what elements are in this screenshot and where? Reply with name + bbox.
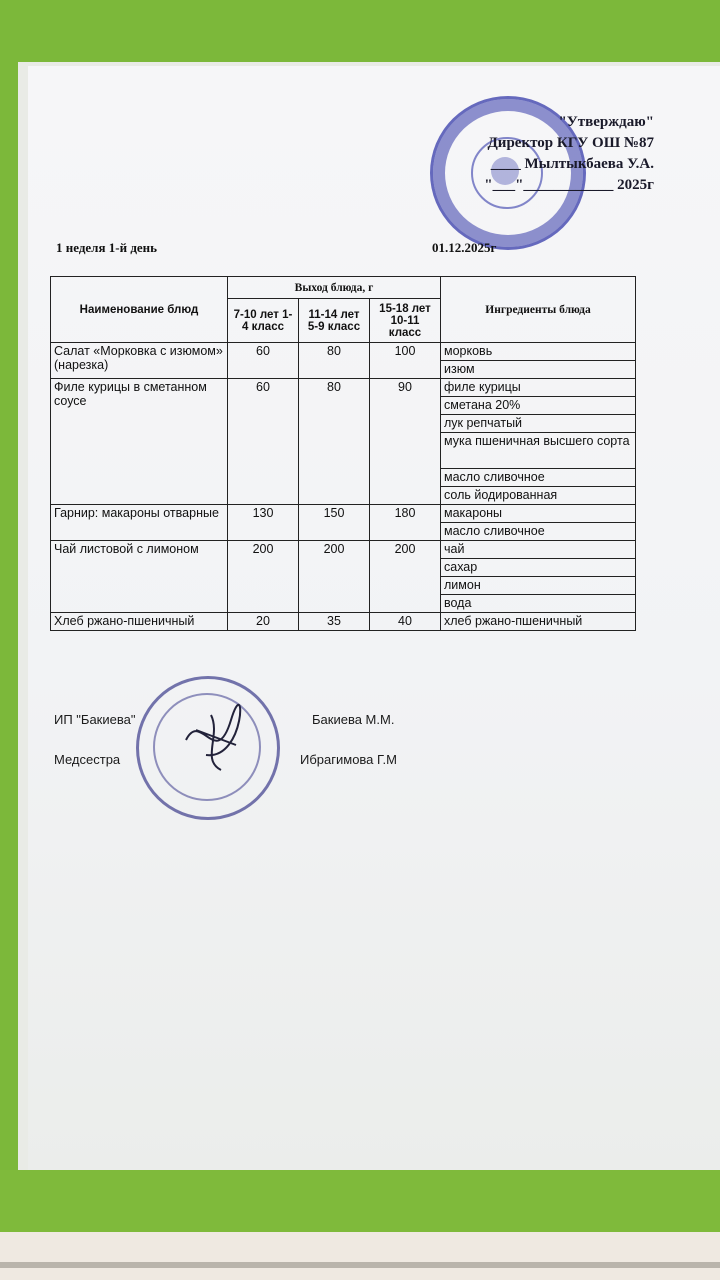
dish-name: Салат «Морковка с изюмом» (нарезка) — [51, 343, 228, 379]
dish-output-age1: 20 — [228, 613, 299, 631]
dish-output-age3: 200 — [370, 541, 441, 613]
ingredient: изюм — [441, 361, 636, 379]
ip-label: ИП "Бакиева" — [54, 712, 136, 727]
dish-output-age3: 100 — [370, 343, 441, 379]
dish-output-age1: 130 — [228, 505, 299, 541]
header-age-1: 7-10 лет 1-4 класс — [228, 299, 299, 343]
dish-output-age1: 60 — [228, 379, 299, 505]
approval-date: "___"____________ 2025г — [484, 177, 654, 193]
ingredient: лимон — [441, 577, 636, 595]
dish-output-age2: 35 — [299, 613, 370, 631]
frame-bottom — [0, 1170, 720, 1232]
frame-top — [0, 0, 720, 62]
header-dish-name: Наименование блюд — [51, 277, 228, 343]
nurse-name: Ибрагимова Г.М — [300, 752, 397, 767]
dish-output-age3: 180 — [370, 505, 441, 541]
dish-output-age1: 60 — [228, 343, 299, 379]
ingredient: вода — [441, 595, 636, 613]
ingredient: морковь — [441, 343, 636, 361]
menu-date: 01.12.2025г — [432, 240, 497, 255]
header-output: Выход блюда, г — [228, 277, 441, 299]
dish-output-age2: 150 — [299, 505, 370, 541]
ingredient: чай — [441, 541, 636, 559]
header-age-3: 15-18 лет 10-11 класс — [370, 299, 441, 343]
shelf-edge — [0, 1262, 720, 1268]
dish-name: Чай листовой с лимоном — [51, 541, 228, 613]
approval-block — [484, 112, 654, 196]
ingredient: сметана 20% — [441, 397, 636, 415]
menu-table — [50, 276, 636, 631]
ingredient: филе курицы — [441, 379, 636, 397]
dish-output-age2: 80 — [299, 379, 370, 505]
approval-position: Директор КГУ ОШ №87 — [487, 135, 654, 151]
table-row — [51, 541, 636, 559]
shelf-surface — [0, 1232, 720, 1280]
header-ingredients: Ингредиенты блюда — [441, 277, 636, 343]
dish-name: Хлеб ржано-пшеничный — [51, 613, 228, 631]
dish-name: Гарнир: макароны отварные — [51, 505, 228, 541]
header-age-2: 11-14 лет 5-9 класс — [299, 299, 370, 343]
table-row — [51, 343, 636, 361]
week-day-label: 1 неделя 1-й день — [56, 240, 158, 255]
ip-name: Бакиева М.М. — [312, 712, 395, 727]
ingredient: сахар — [441, 559, 636, 577]
ingredient: лук репчатый — [441, 415, 636, 433]
dish-output-age3: 90 — [370, 379, 441, 505]
approval-signatory: ____ Мылтыкбаева У.А. — [490, 156, 654, 172]
dish-output-age1: 200 — [228, 541, 299, 613]
ingredient: мука пшеничная высшего сорта — [441, 433, 636, 469]
ingredient: масло сливочное — [441, 469, 636, 487]
frame-left — [0, 0, 18, 1230]
dish-output-age2: 80 — [299, 343, 370, 379]
dish-output-age3: 40 — [370, 613, 441, 631]
ingredient: соль йодированная — [441, 487, 636, 505]
ingredient: хлеб ржано-пшеничный — [441, 613, 636, 631]
approval-title: "Утверждаю" — [558, 114, 654, 130]
signature-scribble — [176, 700, 256, 780]
table-row — [51, 379, 636, 397]
table-row — [51, 613, 636, 631]
table-row — [51, 505, 636, 523]
ingredient: макароны — [441, 505, 636, 523]
ingredient: масло сливочное — [441, 523, 636, 541]
dish-name: Филе курицы в сметанном соусе — [51, 379, 228, 505]
dish-output-age2: 200 — [299, 541, 370, 613]
nurse-label: Медсестра — [54, 752, 121, 767]
